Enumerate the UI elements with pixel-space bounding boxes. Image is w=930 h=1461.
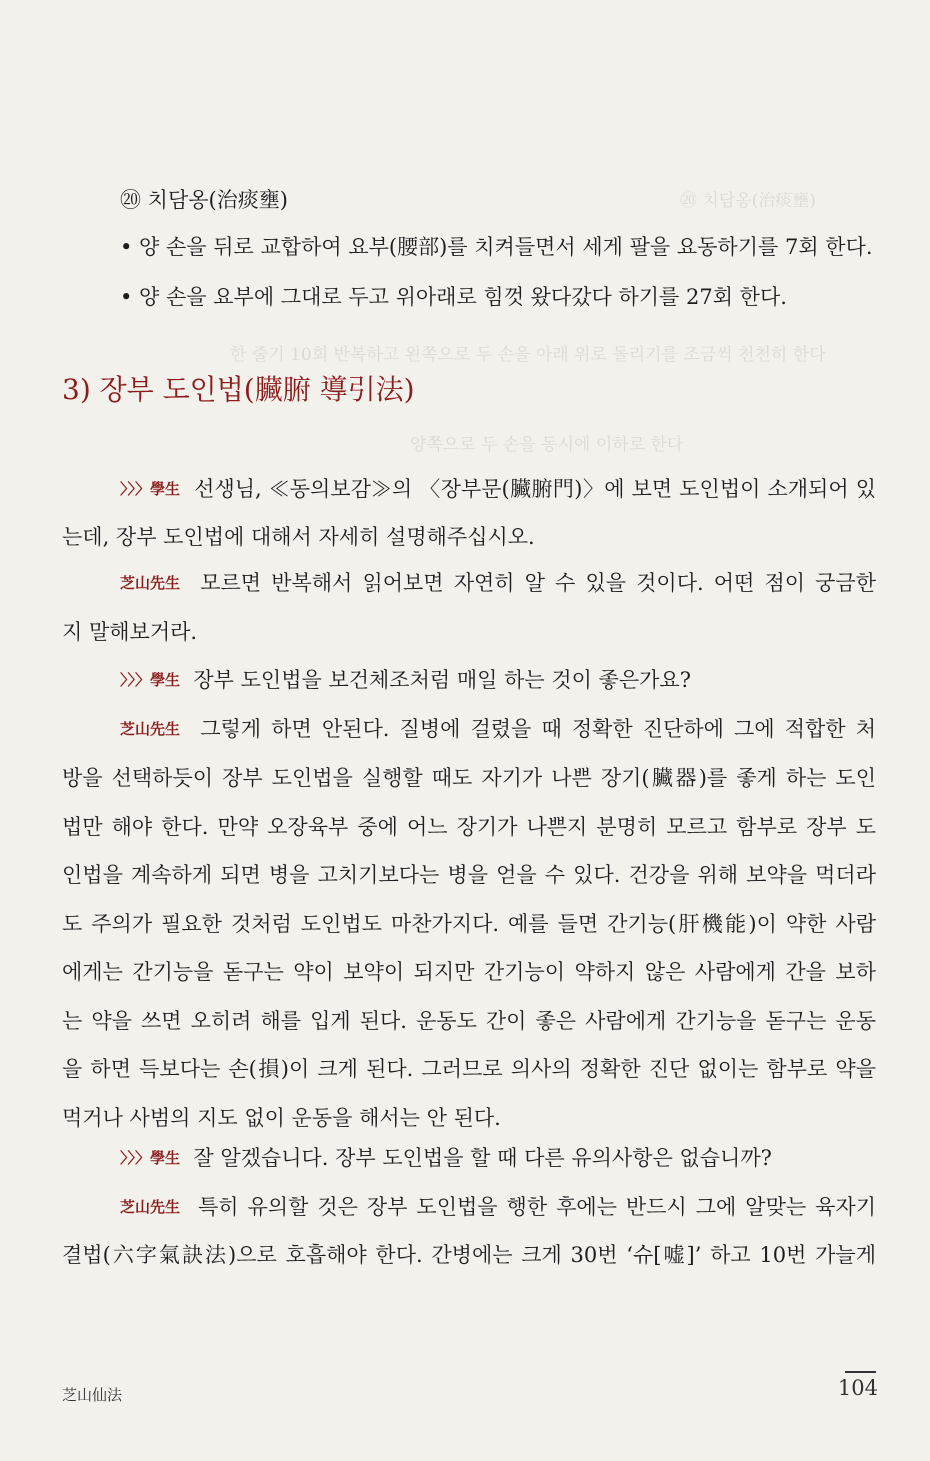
dialogue-line: 방을 선택하듯이 장부 도인법을 실행할 때도 자기가 나쁜 장기(臟器)를 좋게 하는 도인 bbox=[62, 766, 876, 790]
show-through-text: 양쪽으로 두 손을 동시에 이하로 한다 bbox=[410, 435, 684, 455]
exercise-bullet: • 양 손을 요부에 그대로 두고 위아래로 힘껏 왔다갔다 하기를 27회 한다. bbox=[120, 285, 787, 309]
dialogue-text: 그렇게 하면 안된다. 질병에 걸렸을 때 정확한 진단하에 그에 적합한 처 bbox=[200, 717, 876, 741]
show-through-text: ⑳ 치담옹(治痰壅) bbox=[680, 191, 816, 211]
teacher-label: 芝山先生 bbox=[120, 574, 181, 592]
page-number: 104 bbox=[837, 1376, 878, 1400]
page-number-rule bbox=[845, 1371, 876, 1373]
dialogue-text: 모르면 반복해서 읽어보면 자연히 알 수 있을 것이다. 어떤 점이 궁금한 bbox=[200, 571, 876, 595]
dialogue-line: 을 하면 득보다는 손(損)이 크게 된다. 그러므로 의사의 정확한 진단 없이는 함부로 약을 bbox=[62, 1057, 876, 1081]
show-through-text: 한 줄기 10회 반복하고 왼쪽으로 두 손을 아래 위로 돌리기를 조금씩 천천히 한다 bbox=[230, 345, 826, 365]
exercise-title: ⑳ 치담옹(治痰壅) bbox=[120, 188, 288, 212]
student-label: 〉〉〉學生 bbox=[120, 671, 181, 689]
dialogue-line: 인법을 계속하게 되면 병을 고치기보다는 병을 얻을 수 있다. 건강을 위해 보약을 먹더라 bbox=[62, 863, 876, 887]
dialogue-text: 잘 알겠습니다. 장부 도인법을 할 때 다른 유의사항은 없습니까? bbox=[193, 1146, 772, 1170]
dialogue-line: 결법(六字氣訣法)으로 호흡해야 한다. 간병에는 크게 30번 ‘슈[嘘]’ 하고 10번 가늘게 bbox=[62, 1243, 876, 1267]
dialogue-line bbox=[62, 474, 876, 504]
section-heading: 3) 장부 도인법(臟腑 導引法) bbox=[62, 373, 415, 406]
dialogue-text: 장부 도인법을 보건체조처럼 매일 하는 것이 좋은가요? bbox=[193, 668, 691, 692]
dialogue-line: 에게는 간기능을 돋구는 약이 보약이 되지만 간기능이 약하지 않은 사람에게 간을 보하 bbox=[62, 960, 876, 984]
dialogue-text: 특히 유의할 것은 장부 도인법을 행한 후에는 반드시 그에 알맞는 육자기 bbox=[197, 1195, 876, 1219]
teacher-label: 芝山先生 bbox=[120, 1198, 181, 1216]
student-label: 〉〉〉學生 bbox=[120, 480, 181, 498]
dialogue-line bbox=[62, 1192, 876, 1222]
dialogue-line: 는 약을 쓰면 오히려 해를 입게 된다. 운동도 간이 좋은 사람에게 간기능을 돋구는 운동 bbox=[62, 1009, 876, 1033]
exercise-bullet: • 양 손을 뒤로 교합하여 요부(腰部)를 치켜들면서 세게 팔을 요동하기를 7회 한다. bbox=[120, 235, 873, 259]
book-title-footer: 芝山仙法 bbox=[62, 1386, 123, 1404]
dialogue-line: 도 주의가 필요한 것처럼 도인법도 마찬가지다. 예를 들면 간기능(肝機能)이 약한 사람 bbox=[62, 912, 876, 936]
dialogue-line bbox=[62, 568, 876, 598]
dialogue-line bbox=[120, 1143, 772, 1173]
student-label: 〉〉〉學生 bbox=[120, 1149, 181, 1167]
dialogue-line bbox=[62, 714, 876, 744]
dialogue-line: 는데, 장부 도인법에 대해서 자세히 설명해주십시오. bbox=[62, 525, 535, 549]
teacher-label: 芝山先生 bbox=[120, 720, 181, 738]
dialogue-text: 선생님, ≪동의보감≫의 〈장부문(臟腑門)〉에 보면 도인법이 소개되어 있 bbox=[194, 477, 876, 501]
dialogue-line: 지 말해보거라. bbox=[62, 620, 198, 644]
dialogue-line bbox=[120, 665, 691, 695]
dialogue-line: 먹거나 사범의 지도 없이 운동을 해서는 안 된다. bbox=[62, 1106, 501, 1130]
dialogue-line: 법만 해야 한다. 만약 오장육부 중에 어느 장기가 나쁜지 분명히 모르고 함부로 장부 도 bbox=[62, 815, 876, 839]
